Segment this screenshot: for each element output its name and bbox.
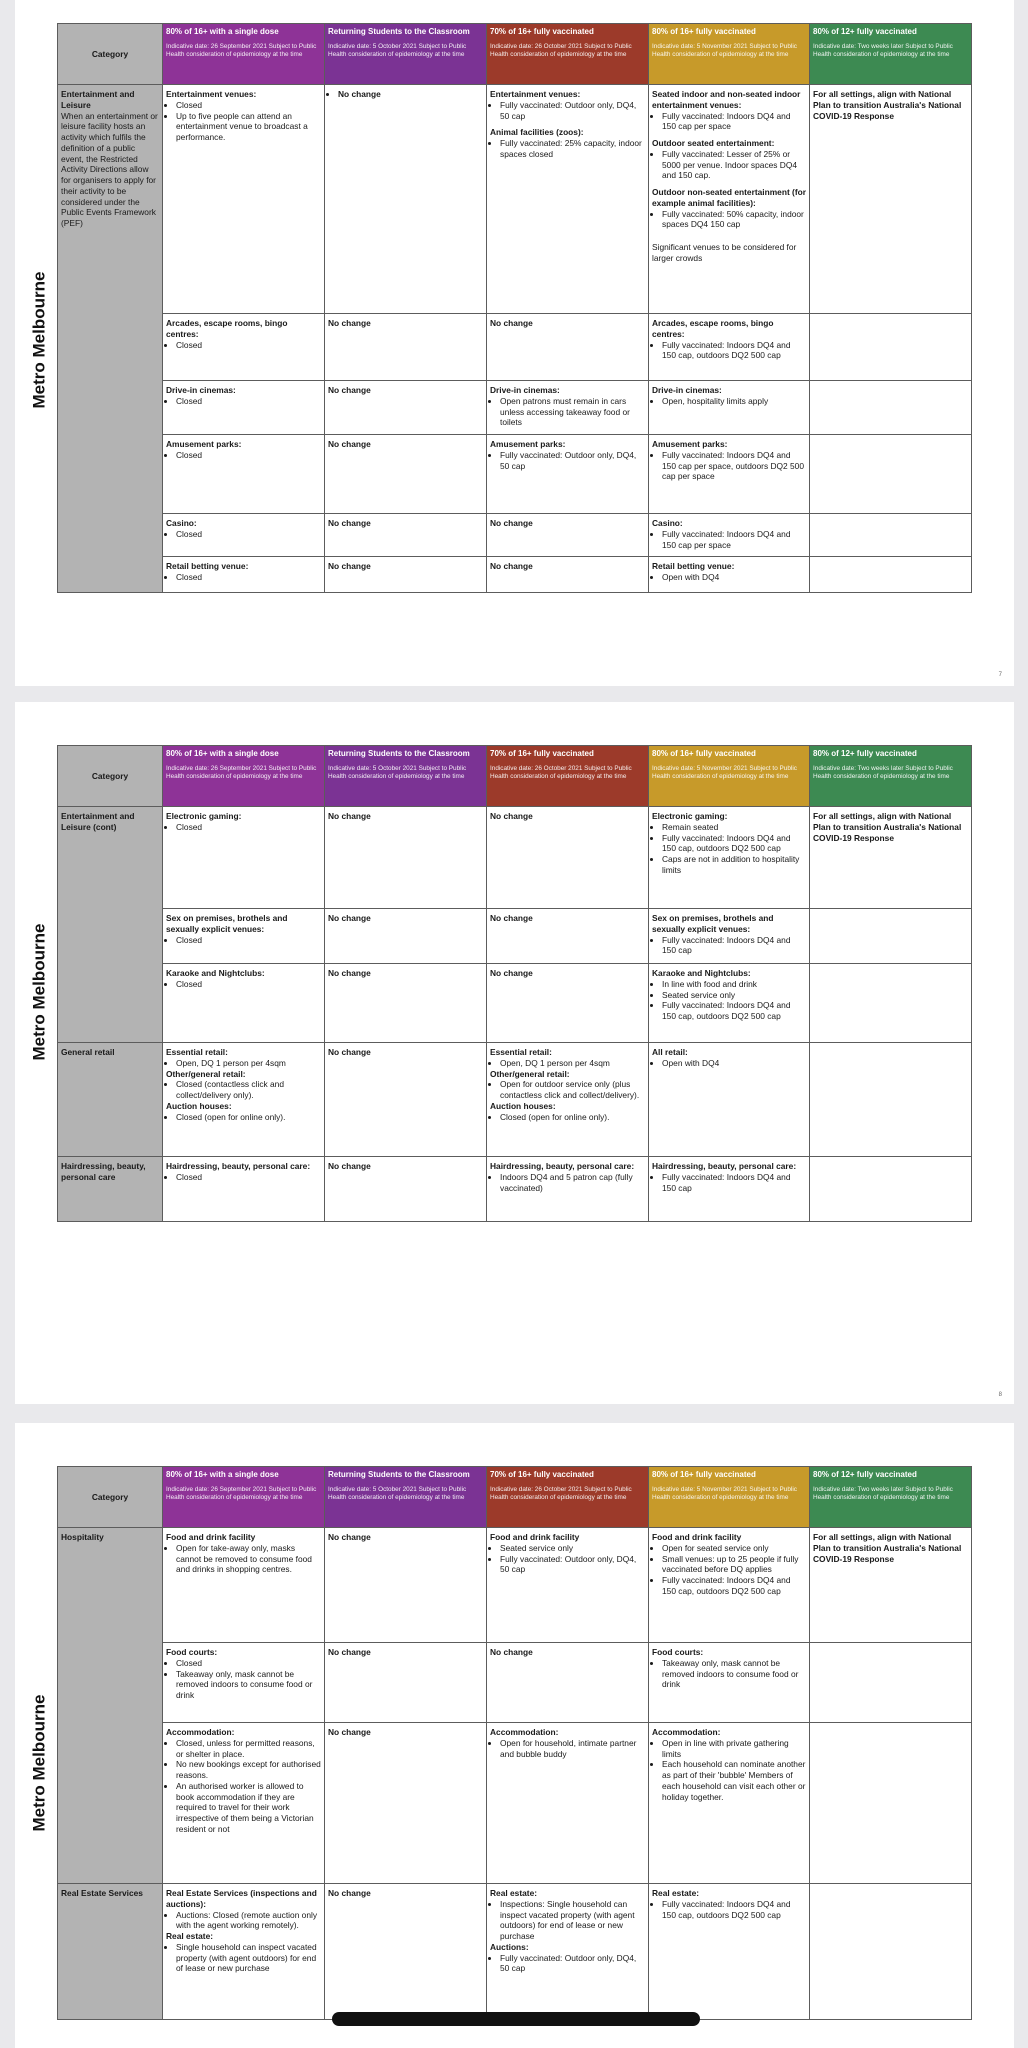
table-cell: No change: [487, 964, 649, 1043]
table-cell: Karaoke and Nightclubs: • In line with food and drink • Seated service only • Fully vaccinated: Indoors DQ4 and 150 cap, outdoors DQ2 500 cap: [649, 964, 810, 1043]
table-cell: Hairdressing, beauty, personal care: • Indoors DQ4 and 5 patron cap (fully vaccinated): [487, 1157, 649, 1222]
table-cell: [810, 314, 972, 381]
table-row: [58, 85, 972, 314]
table-cell: Accommodation: • Closed, unless for permitted reasons, or shelter in place. • No new bookings except for authorised reasons. • An authorised worker is allowed to book accommodation if they are required to travel for their work irrespective of them being a Victorian resident or not: [163, 1723, 325, 1884]
table-cell: No change: [325, 909, 487, 964]
table-cell: Real Estate Services (inspections and auctions): • Auctions: Closed (remote auction only with the agent working remotely). Real estate: • Single household can inspect vacated property (with agent outdoors) for end of lease or new purchase: [163, 1884, 325, 2020]
stage-header-2: Returning Students to the Classroom Indicative date: 5 October 2021 Subject to Public Health consideration of epidemiology at the time: [325, 24, 487, 85]
table-cell: No change: [487, 514, 649, 557]
table-cell: No change: [325, 964, 487, 1043]
table-row: [58, 557, 972, 593]
table-row: [58, 1528, 972, 1643]
restrictions-table-page-8: [57, 745, 972, 1222]
table-cell: Retail betting venue: • Closed: [163, 557, 325, 593]
page-number: 8: [998, 1392, 1002, 1398]
table-cell: Real estate: • Fully vaccinated: Indoors DQ4 and 150 cap, outdoors DQ2 500 cap: [649, 1884, 810, 2020]
stage-header-5: 80% of 12+ fully vaccinated Indicative date: Two weeks later Subject to Public Health consideration of epidemiology at the time: [810, 746, 972, 807]
table-cell: All retail: • Open with DQ4: [649, 1043, 810, 1157]
table-row: [58, 1723, 972, 1884]
table-cell: Accommodation: • Open in line with private gathering limits • Each household can nominate another as part of their 'bubble' Members of each household can visit each other or holiday together.: [649, 1723, 810, 1884]
table-cell: Casino: • Fully vaccinated: Indoors DQ4 and 150 cap per space: [649, 514, 810, 557]
table-row: [58, 435, 972, 514]
stage-header-1: 80% of 16+ with a single dose Indicative date: 26 September 2021 Subject to Public Health consideration of epidemiology at the time: [163, 746, 325, 807]
table-cell: [810, 1723, 972, 1884]
table-cell: [810, 1643, 972, 1723]
table-cell: For all settings, align with National Plan to transition Australia's National COVID-19 Response: [810, 85, 972, 314]
category-cell: Hospitality: [58, 1528, 163, 1884]
side-label: Metro Melbourne: [29, 271, 49, 409]
table-row: [58, 807, 972, 909]
stage-header-4: 80% of 16+ fully vaccinated Indicative date: 5 November 2021 Subject to Public Health consideration of epidemiology at the time: [649, 24, 810, 85]
stage-header-1: 80% of 16+ with a single dose Indicative date: 26 September 2021 Subject to Public Health consideration of epidemiology at the time: [163, 1467, 325, 1528]
table-cell: Food and drink facility • Seated service only • Fully vaccinated: Outdoor only, DQ4, 50 cap: [487, 1528, 649, 1643]
table-cell: Sex on premises, brothels and sexually explicit venues: • Fully vaccinated: Indoors DQ4 and 150 cap: [649, 909, 810, 964]
table-cell: No change: [325, 1528, 487, 1643]
table-cell: Sex on premises, brothels and sexually explicit venues: • Closed: [163, 909, 325, 964]
table-row: [58, 381, 972, 435]
table-cell: • No change: [325, 85, 487, 314]
table-row: [58, 909, 972, 964]
table-cell: No change: [487, 807, 649, 909]
table-cell: [810, 964, 972, 1043]
table-cell: Drive-in cinemas: • Open, hospitality limits apply: [649, 381, 810, 435]
table-cell: [810, 557, 972, 593]
table-row: [58, 964, 972, 1043]
table-cell: No change: [325, 435, 487, 514]
document-page-9: [15, 1423, 1014, 2048]
table-cell: Hairdressing, beauty, personal care: • Fully vaccinated: Indoors DQ4 and 150 cap: [649, 1157, 810, 1222]
table-row: [58, 1157, 972, 1222]
table-cell: Essential retail: • Open, DQ 1 person per 4sqm Other/general retail: • Closed (contactless click and collect/delivery only). Auction houses: • Closed (open for online only).: [163, 1043, 325, 1157]
table-cell: Essential retail: • Open, DQ 1 person per 4sqm Other/general retail: • Open for outdoor service only (plus contactless click and collect/delivery). Auction houses: • Closed (open for online only).: [487, 1043, 649, 1157]
table-cell: No change: [487, 909, 649, 964]
table-cell: Electronic gaming: • Remain seated • Fully vaccinated: Indoors DQ4 and 150 cap, outdoors DQ2 500 cap • Caps are not in addition to hospitality limits: [649, 807, 810, 909]
scroll-indicator[interactable]: [332, 2012, 700, 2026]
table-cell: Food courts: • Closed • Takeaway only, mask cannot be removed indoors to consume food or drink: [163, 1643, 325, 1723]
table-cell: [810, 1884, 972, 2020]
table-cell: Amusement parks: • Fully vaccinated: Outdoor only, DQ4, 50 cap: [487, 435, 649, 514]
document-page-8: [15, 702, 1014, 1404]
table-cell: For all settings, align with National Plan to transition Australia's National COVID-19 Response: [810, 807, 972, 909]
table-cell: Food and drink facility • Open for seated service only • Small venues: up to 25 people if fully vaccinated before DQ applies • Fully vaccinated: Indoors DQ4 and 150 cap, outdoors DQ2 500 cap: [649, 1528, 810, 1643]
table-cell: Entertainment venues: • Closed • Up to five people can attend an entertainment venue to broadcast a performance.: [163, 85, 325, 314]
table-cell: Accommodation: • Open for household, intimate partner and bubble buddy: [487, 1723, 649, 1884]
stage-header-1: 80% of 16+ with a single dose Indicative date: 26 September 2021 Subject to Public Health consideration of epidemiology at the time: [163, 24, 325, 85]
table-cell: Real estate: • Inspections: Single household can inspect vacated property (with agent outdoors) for end of lease or new purchase Auctions: • Fully vaccinated: Outdoor only, DQ4, 50 cap: [487, 1884, 649, 2020]
table-cell: No change: [325, 1884, 487, 2020]
restrictions-table-page-9: [57, 1466, 972, 2020]
table-row: [58, 1884, 972, 2020]
table-row: [58, 1643, 972, 1723]
table-cell: [810, 381, 972, 435]
stage-header-3: 70% of 16+ fully vaccinated Indicative date: 26 October 2021 Subject to Public Health consideration of epidemiology at the time: [487, 746, 649, 807]
category-cell: Entertainment and Leisure (cont): [58, 807, 163, 1043]
table-row: [58, 1043, 972, 1157]
table-cell: For all settings, align with National Plan to transition Australia's National COVID-19 Response: [810, 1528, 972, 1643]
table-cell: No change: [325, 807, 487, 909]
table-cell: Amusement parks: • Closed: [163, 435, 325, 514]
table-cell: [810, 1157, 972, 1222]
table-cell: Food and drink facility • Open for take-away only, masks cannot be removed to consume food and drinks in shopping centres.: [163, 1528, 325, 1643]
category-header: Category: [58, 1467, 163, 1528]
stage-header-4: 80% of 16+ fully vaccinated Indicative date: 5 November 2021 Subject to Public Health consideration of epidemiology at the time: [649, 746, 810, 807]
table-cell: No change: [487, 557, 649, 593]
document-page-7: [15, 0, 1014, 686]
table-cell: Casino: • Closed: [163, 514, 325, 557]
stage-header-5: 80% of 12+ fully vaccinated Indicative date: Two weeks later Subject to Public Health consideration of epidemiology at the time: [810, 24, 972, 85]
page-number: 7: [998, 672, 1002, 678]
side-label: Metro Melbourne: [29, 1694, 49, 1832]
table-cell: No change: [325, 1043, 487, 1157]
table-cell: Arcades, escape rooms, bingo centres: • Fully vaccinated: Indoors DQ4 and 150 cap, outdoors DQ2 500 cap: [649, 314, 810, 381]
table-cell: No change: [325, 1157, 487, 1222]
table-cell: Hairdressing, beauty, personal care: • Closed: [163, 1157, 325, 1222]
table-cell: Seated indoor and non-seated indoor entertainment venues: • Fully vaccinated: Indoors DQ4 and 150 cap per space Outdoor seated entertainment: • Fully vaccinated: Lesser of 25% or 5000 per venue. Indoor spaces DQ4 and 150 cap. Outdoor non-seated entertainment (for example animal facilities): • Fully vaccinated: 50% capacity, indoor spaces DQ4 150 cap Significant venues to be considered for larger crowds: [649, 85, 810, 314]
table-cell: No change: [325, 381, 487, 435]
stage-header-2: Returning Students to the Classroom Indicative date: 5 October 2021 Subject to Public Health consideration of epidemiology at the time: [325, 1467, 487, 1528]
category-header: Category: [58, 746, 163, 807]
table-cell: No change: [325, 1643, 487, 1723]
category-cell: Hairdressing, beauty, personal care: [58, 1157, 163, 1222]
category-cell: Real Estate Services: [58, 1884, 163, 2020]
table-cell: No change: [325, 557, 487, 593]
stage-header-3: 70% of 16+ fully vaccinated Indicative date: 26 October 2021 Subject to Public Health consideration of epidemiology at the time: [487, 24, 649, 85]
table-row: [58, 514, 972, 557]
table-cell: Amusement parks: • Fully vaccinated: Indoors DQ4 and 150 cap per space, outdoors DQ2 500 cap per space: [649, 435, 810, 514]
table-cell: Karaoke and Nightclubs: • Closed: [163, 964, 325, 1043]
header-row: [58, 24, 972, 85]
table-cell: [810, 435, 972, 514]
header-row: [58, 746, 972, 807]
table-cell: Food courts: • Takeaway only, mask cannot be removed indoors to consume food or drink: [649, 1643, 810, 1723]
table-cell: No change: [325, 314, 487, 381]
table-cell: [810, 1043, 972, 1157]
category-cell: General retail: [58, 1043, 163, 1157]
restrictions-table-page-7: [57, 23, 972, 593]
category-cell: Entertainment and Leisure When an entertainment or leisure facility hosts an activity which fulfils the definition of a public event, the Restricted Activity Directions allow for organisers to apply for their activity to be considered under the Public Events Framework (PEF): [58, 85, 163, 593]
table-cell: [810, 514, 972, 557]
table-cell: Drive-in cinemas: • Closed: [163, 381, 325, 435]
table-cell: No change: [487, 1643, 649, 1723]
table-cell: No change: [325, 1723, 487, 1884]
table-cell: Entertainment venues: • Fully vaccinated: Outdoor only, DQ4, 50 cap Animal facilities (zoos): • Fully vaccinated: 25% capacity, indoor spaces closed: [487, 85, 649, 314]
table-cell: Retail betting venue: • Open with DQ4: [649, 557, 810, 593]
stage-header-5: 80% of 12+ fully vaccinated Indicative date: Two weeks later Subject to Public Health consideration of epidemiology at the time: [810, 1467, 972, 1528]
table-cell: [810, 909, 972, 964]
table-cell: No change: [487, 314, 649, 381]
stage-header-4: 80% of 16+ fully vaccinated Indicative date: 5 November 2021 Subject to Public Health consideration of epidemiology at the time: [649, 1467, 810, 1528]
category-header: Category: [58, 24, 163, 85]
stage-header-2: Returning Students to the Classroom Indicative date: 5 October 2021 Subject to Public Health consideration of epidemiology at the time: [325, 746, 487, 807]
table-cell: Drive-in cinemas: • Open patrons must remain in cars unless accessing takeaway food or toilets: [487, 381, 649, 435]
side-label: Metro Melbourne: [29, 923, 49, 1061]
table-row: [58, 314, 972, 381]
table-cell: No change: [325, 514, 487, 557]
header-row: [58, 1467, 972, 1528]
table-cell: Arcades, escape rooms, bingo centres: • Closed: [163, 314, 325, 381]
table-cell: Electronic gaming: • Closed: [163, 807, 325, 909]
stage-header-3: 70% of 16+ fully vaccinated Indicative date: 26 October 2021 Subject to Public Health consideration of epidemiology at the time: [487, 1467, 649, 1528]
